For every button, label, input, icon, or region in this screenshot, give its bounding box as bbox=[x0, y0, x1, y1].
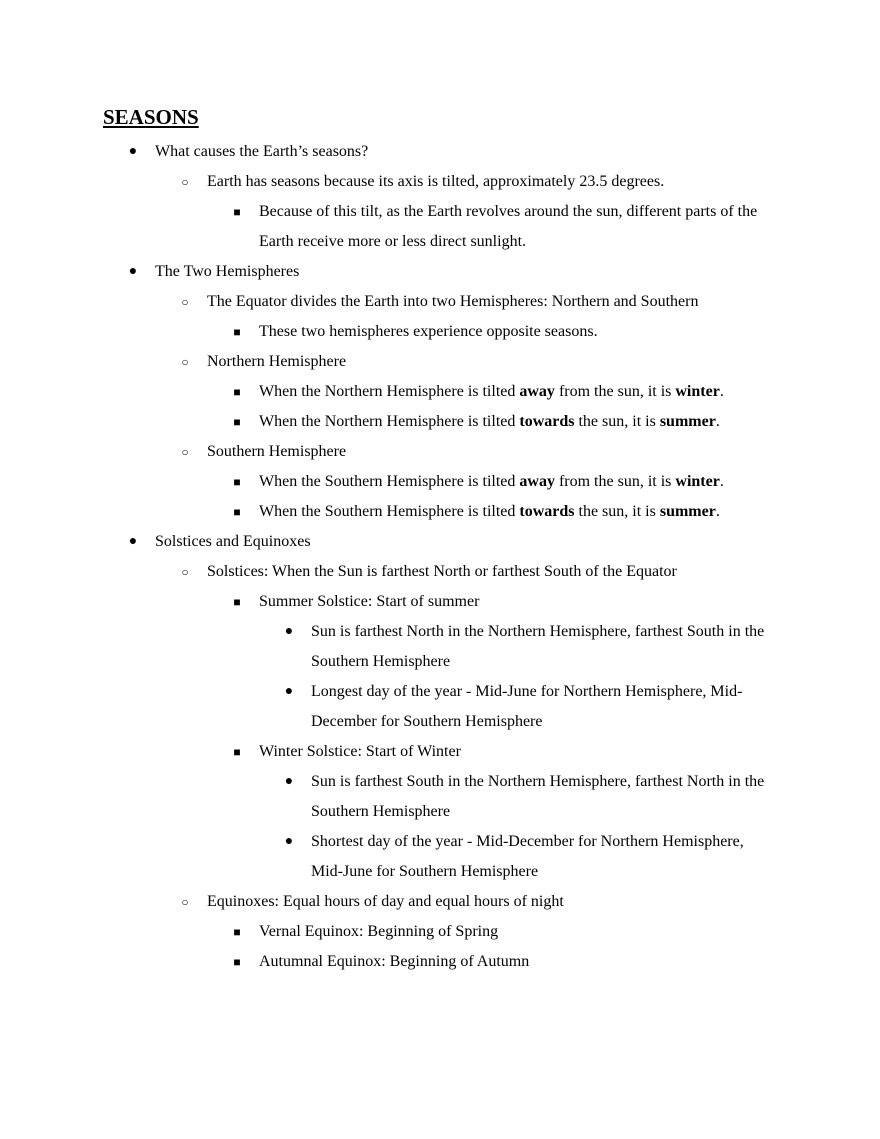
bullet-icon: ○ bbox=[181, 295, 189, 309]
item-text: These two hemispheres experience opposite seasons. bbox=[259, 323, 598, 340]
item-text: Solstices and Equinoxes bbox=[155, 533, 311, 550]
list-item-level-2 bbox=[181, 887, 776, 917]
item-text: the sun, it is bbox=[574, 503, 660, 520]
list-item-level-1 bbox=[128, 137, 776, 167]
bullet-icon: ● bbox=[284, 774, 294, 789]
bullet-icon: ■ bbox=[233, 955, 241, 969]
list-item-level-4 bbox=[284, 827, 778, 887]
bold-text: away bbox=[519, 383, 555, 400]
item-text: When the Southern Hemisphere is tilted bbox=[259, 503, 520, 520]
list-item-level-1 bbox=[128, 527, 776, 557]
item-text: Because of this tilt, as the Earth revolves around the sun, different parts of the Earth receive more or less direct sunlight. bbox=[259, 203, 758, 250]
item-text: When the Southern Hemisphere is tilted bbox=[259, 473, 520, 490]
bold-text: summer bbox=[659, 503, 716, 520]
bullet-icon: ■ bbox=[233, 475, 241, 489]
list-item-level-3 bbox=[233, 917, 776, 947]
bullet-icon: ● bbox=[284, 684, 294, 699]
item-text: Vernal Equinox: Beginning of Spring bbox=[259, 923, 499, 940]
bullet-icon: ○ bbox=[181, 565, 189, 579]
list-item-level-3 bbox=[233, 497, 776, 527]
list-item-level-3 bbox=[233, 197, 776, 257]
bullet-icon: ● bbox=[128, 144, 138, 159]
bullet-icon: ○ bbox=[181, 895, 189, 909]
list-item-level-2 bbox=[181, 347, 776, 377]
bullet-icon: ■ bbox=[233, 325, 241, 339]
bold-text: winter bbox=[675, 473, 720, 490]
bold-text: summer bbox=[659, 413, 716, 430]
item-text: Autumnal Equinox: Beginning of Autumn bbox=[259, 953, 530, 970]
item-text: Southern Hemisphere bbox=[207, 443, 347, 460]
list-item-level-2 bbox=[181, 437, 776, 467]
bullet-icon: ○ bbox=[181, 175, 189, 189]
bullet-icon: ■ bbox=[233, 205, 241, 219]
bullet-icon: ○ bbox=[181, 355, 189, 369]
bullet-icon: ■ bbox=[233, 415, 241, 429]
list-item-level-4 bbox=[284, 767, 778, 827]
document-title: SEASONS bbox=[103, 105, 199, 129]
item-text: What causes the Earth’s seasons? bbox=[155, 143, 369, 160]
list-item-level-3 bbox=[233, 947, 776, 977]
list-item-level-4 bbox=[284, 677, 778, 737]
item-text: . bbox=[719, 473, 724, 490]
item-text: When the Northern Hemisphere is tilted bbox=[259, 413, 520, 430]
list-item-level-2 bbox=[181, 167, 776, 197]
item-text: the sun, it is bbox=[574, 413, 660, 430]
bullet-icon: ● bbox=[284, 834, 294, 849]
item-text: Summer Solstice: Start of summer bbox=[259, 593, 480, 610]
bullet-icon: ● bbox=[128, 264, 138, 279]
bold-text: towards bbox=[519, 503, 575, 520]
bold-text: away bbox=[519, 473, 555, 490]
bold-text: towards bbox=[519, 413, 575, 430]
list-item-level-1 bbox=[128, 257, 776, 287]
item-text: Shortest day of the year - Mid-December for Northern Hemisphere, Mid-June for Southern Hemisphere bbox=[311, 833, 744, 880]
list-item-level-2 bbox=[181, 287, 776, 317]
item-text: Sun is farthest North in the Northern Hemisphere, farthest South in the Southern Hemisphere bbox=[311, 623, 765, 670]
list-item-level-3 bbox=[233, 317, 776, 347]
bullet-icon: ○ bbox=[181, 445, 189, 459]
bold-text: winter bbox=[675, 383, 720, 400]
list-item-level-4 bbox=[284, 617, 778, 677]
bullet-icon: ■ bbox=[233, 925, 241, 939]
item-text: The Equator divides the Earth into two Hemispheres: Northern and Southern bbox=[207, 293, 699, 310]
list-item-level-3 bbox=[233, 407, 776, 437]
item-text: from the sun, it is bbox=[554, 473, 676, 490]
item-text: Longest day of the year - Mid-June for Northern Hemisphere, Mid-December for Southern Hemisphere bbox=[311, 683, 743, 730]
outline-list bbox=[0, 137, 880, 977]
item-text: Sun is farthest South in the Northern Hemisphere, farthest North in the Southern Hemisphere bbox=[311, 773, 765, 820]
list-item-level-3 bbox=[233, 587, 776, 617]
item-text: from the sun, it is bbox=[554, 383, 676, 400]
item-text: Winter Solstice: Start of Winter bbox=[259, 743, 461, 760]
list-item-level-3 bbox=[233, 467, 776, 497]
item-text: Equinoxes: Equal hours of day and equal hours of night bbox=[207, 893, 564, 910]
bullet-icon: ■ bbox=[233, 745, 241, 759]
list-item-level-2 bbox=[181, 557, 776, 587]
item-text: Northern Hemisphere bbox=[207, 353, 347, 370]
item-text: . bbox=[715, 503, 720, 520]
item-text: . bbox=[719, 383, 724, 400]
list-item-level-3 bbox=[233, 377, 776, 407]
bullet-icon: ■ bbox=[233, 385, 241, 399]
item-text: . bbox=[715, 413, 720, 430]
list-item-level-3 bbox=[233, 737, 776, 767]
bullet-icon: ● bbox=[284, 624, 294, 639]
item-text: Solstices: When the Sun is farthest North or farthest South of the Equator bbox=[207, 563, 677, 580]
bullet-icon: ● bbox=[128, 534, 138, 549]
item-text: Earth has seasons because its axis is tilted, approximately 23.5 degrees. bbox=[207, 173, 665, 190]
bullet-icon: ■ bbox=[233, 505, 241, 519]
bullet-icon: ■ bbox=[233, 595, 241, 609]
item-text: The Two Hemispheres bbox=[155, 263, 300, 280]
item-text: When the Northern Hemisphere is tilted bbox=[259, 383, 520, 400]
